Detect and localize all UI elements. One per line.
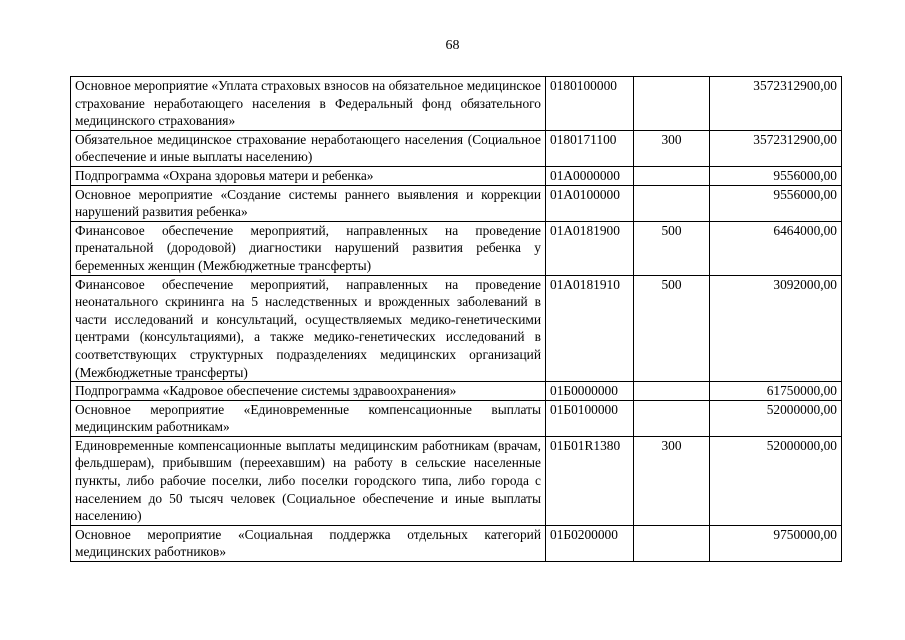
row-sum: 52000000,00 [710,400,842,436]
row-name: Финансовое обеспечение мероприятий, направленных на проведение пренатальной (дородовой) диагностики нарушений развития ребенка у беременных женщин (Межбюджетные трансферты) [71,221,546,275]
row-expense-type: 500 [634,275,710,382]
row-sum: 9556000,00 [710,166,842,185]
row-code: 01Б0000000 [546,382,634,401]
row-name: Единовременные компенсационные выплаты медицинским работникам (врачам, фельдшерам), прибывшим (переехавшим) на работу в сельские населенные пункты, либо рабочие поселки, либо поселки городского типа, либо города с населением до 50 тысяч человек (Социальное обеспечение и иные выплаты населению) [71,436,546,525]
row-expense-type: 300 [634,436,710,525]
row-code: 01Б01R1380 [546,436,634,525]
row-expense-type [634,185,710,221]
table-row [71,221,842,275]
row-sum: 61750000,00 [710,382,842,401]
row-code: 01А0181900 [546,221,634,275]
row-sum: 6464000,00 [710,221,842,275]
row-expense-type [634,400,710,436]
row-expense-type: 300 [634,130,710,166]
row-name: Основное мероприятие «Создание системы раннего выявления и коррекции нарушений развития ребенка» [71,185,546,221]
table-row [71,436,842,525]
row-sum: 3572312900,00 [710,77,842,131]
row-expense-type: 500 [634,221,710,275]
row-expense-type [634,382,710,401]
table-row [71,525,842,561]
row-name: Основное мероприятие «Единовременные компенсационные выплаты медицинским работникам» [71,400,546,436]
page-number: 68 [445,38,460,53]
row-code: 01А0000000 [546,166,634,185]
row-sum: 9556000,00 [710,185,842,221]
budget-table [70,76,842,562]
row-name: Подпрограмма «Охрана здоровья матери и ребенка» [71,166,546,185]
table-row [71,382,842,401]
table-row [71,77,842,131]
row-name: Финансовое обеспечение мероприятий, направленных на проведение неонатального скрининга на 5 наследственных и врожденных заболеваний в части исследований и консультаций, осуществляемых медико-генетическими центрами (консультациями), а также медико-генетических исследований в соответствующих структурных подразделениях медицинских организаций (Межбюджетные трансферты) [71,275,546,382]
row-name: Подпрограмма «Кадровое обеспечение системы здравоохранения» [71,382,546,401]
row-sum: 3092000,00 [710,275,842,382]
row-sum: 3572312900,00 [710,130,842,166]
row-code: 0180171100 [546,130,634,166]
table-row [71,185,842,221]
row-sum: 52000000,00 [710,436,842,525]
row-name: Основное мероприятие «Уплата страховых взносов на обязательное медицинское страхование неработающего населения в Федеральный фонд обязательного медицинского страхования» [71,77,546,131]
row-code: 01Б0100000 [546,400,634,436]
row-code: 01А0181910 [546,275,634,382]
row-sum: 9750000,00 [710,525,842,561]
row-expense-type [634,166,710,185]
row-name: Обязательное медицинское страхование неработающего населения (Социальное обеспечение и иные выплаты населению) [71,130,546,166]
table-row [71,400,842,436]
table-row [71,130,842,166]
row-code: 01Б0200000 [546,525,634,561]
row-expense-type [634,525,710,561]
table-row [71,166,842,185]
row-code: 0180100000 [546,77,634,131]
row-expense-type [634,77,710,131]
row-code: 01А0100000 [546,185,634,221]
table-row [71,275,842,382]
row-name: Основное мероприятие «Социальная поддержка отдельных категорий медицинских работников» [71,525,546,561]
